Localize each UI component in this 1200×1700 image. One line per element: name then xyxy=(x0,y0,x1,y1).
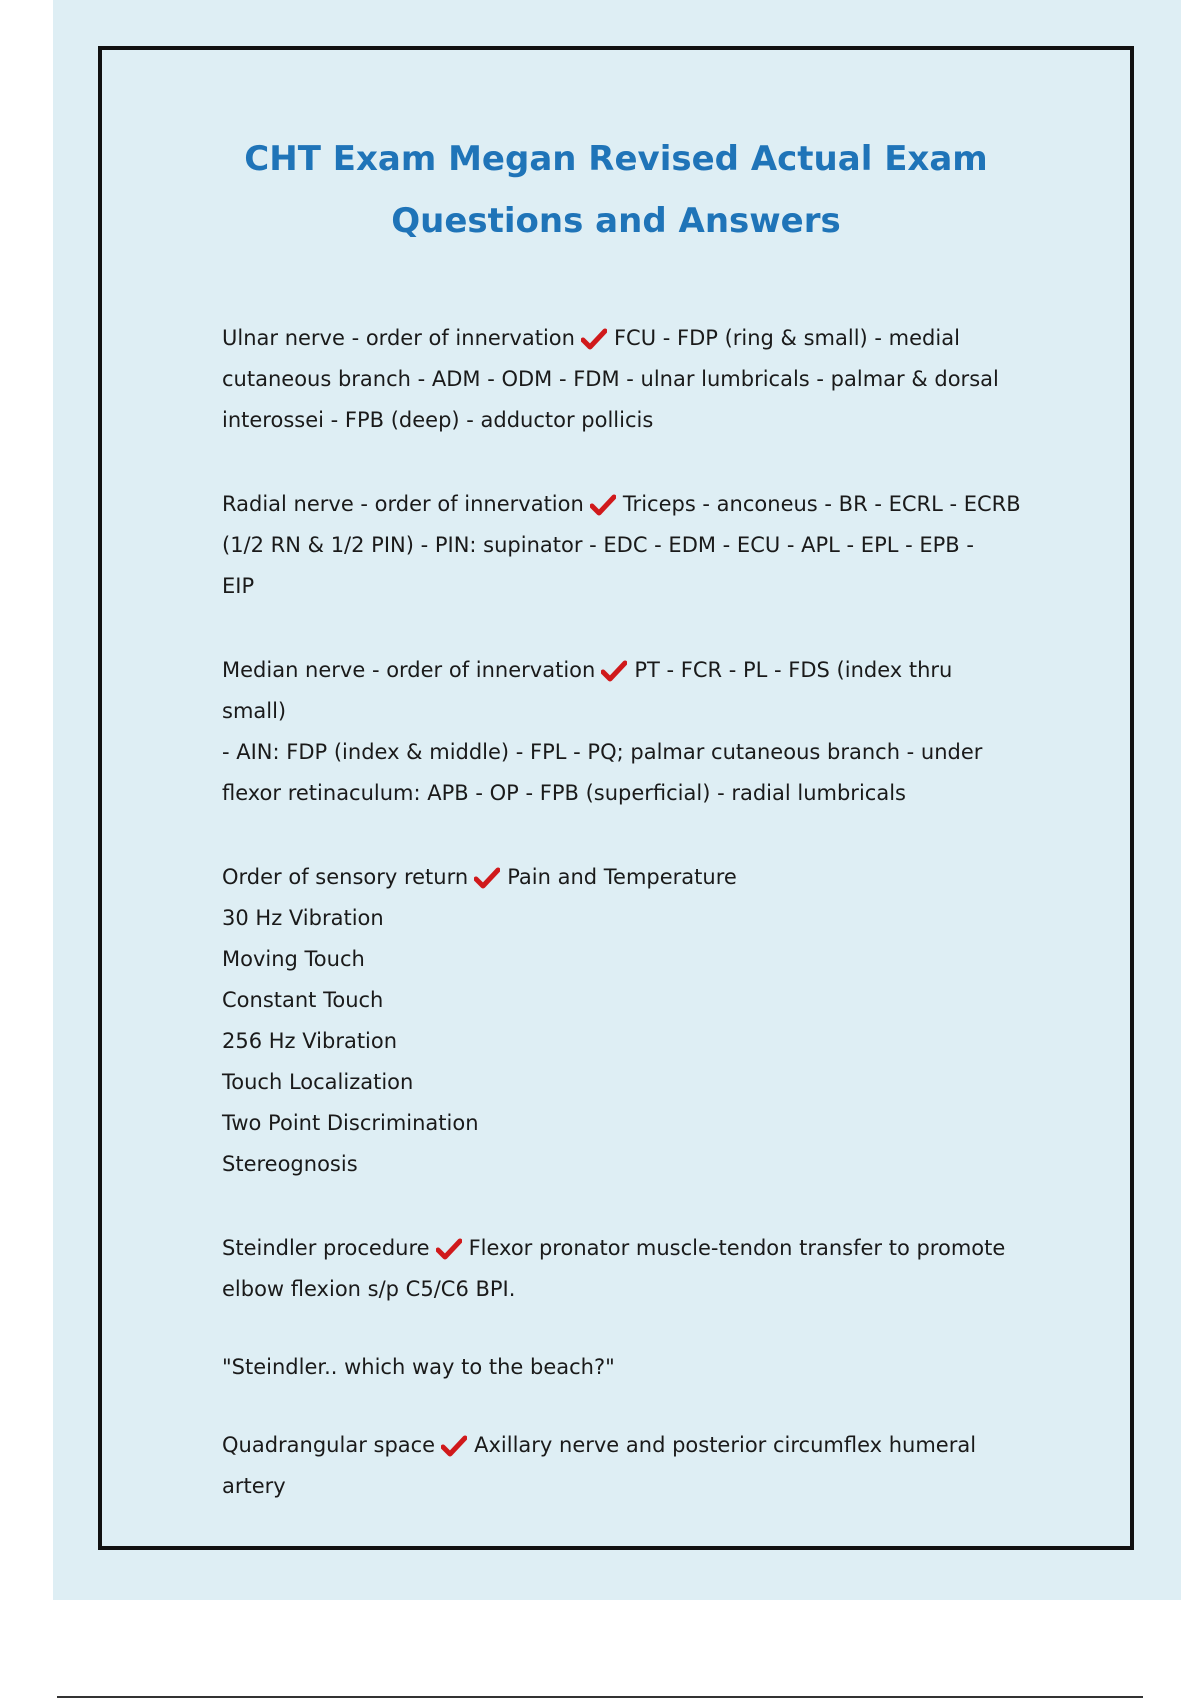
answer-line: elbow flexion s/p C5/C6 BPI. xyxy=(222,1277,516,1301)
answer-line: flexor retinaculum: APB - OP - FPB (superficial) - radial lumbricals xyxy=(222,781,906,805)
qa-first-line xyxy=(222,484,1022,525)
answer-text: PT - FCR - PL - FDS (index thru small) xyxy=(222,658,953,723)
qa-item-radial-nerve xyxy=(222,484,1022,607)
question-text: Steindler procedure xyxy=(222,1236,430,1260)
answer-line: interossei - FPB (deep) - adductor pollicis xyxy=(222,408,654,432)
check-icon xyxy=(474,867,500,889)
qa-first-line xyxy=(222,318,1022,359)
check-icon xyxy=(590,494,616,516)
answer-line: cutaneous branch - ADM - ODM - FDM - ulnar lumbricals - palmar & dorsal xyxy=(222,367,999,391)
steindler-mnemonic xyxy=(222,1347,1022,1388)
answer-line: EIP xyxy=(222,574,255,598)
answer-line: Touch Localization xyxy=(222,1070,414,1094)
answer-text: Axillary nerve and posterior circumflex humeral artery xyxy=(222,1433,977,1498)
answer-text: Flexor pronator muscle-tendon transfer to promote xyxy=(468,1236,1006,1260)
check-icon xyxy=(441,1435,467,1457)
question-text: Quadrangular space xyxy=(222,1433,436,1457)
check-icon xyxy=(581,328,607,350)
answer-line: (1/2 RN & 1/2 PIN) - PIN: supinator - EDC - EDM - ECU - APL - EPL - EPB - xyxy=(222,533,974,557)
check-icon xyxy=(436,1238,462,1260)
title-line-2: Questions and Answers xyxy=(391,201,841,241)
qa-first-line xyxy=(222,1228,1022,1269)
answer-line: Constant Touch xyxy=(222,988,384,1012)
answer-text: Pain and Temperature xyxy=(507,865,737,889)
qa-item-quadrangular-space xyxy=(222,1425,1022,1507)
question-text: Ulnar nerve - order of innervation xyxy=(222,326,575,350)
answer-line: 30 Hz Vibration xyxy=(222,906,384,930)
question-text: Radial nerve - order of innervation xyxy=(222,492,584,516)
qa-item-steindler xyxy=(222,1228,1022,1310)
document-title xyxy=(0,128,1200,252)
qa-item-ulnar-nerve xyxy=(222,318,1022,441)
footer-divider xyxy=(57,1696,1143,1698)
answer-text: FCU - FDP (ring & small) - medial xyxy=(613,326,960,350)
answer-line: - AIN: FDP (index & middle) - FPL - PQ; palmar cutaneous branch - under xyxy=(222,740,983,764)
title-line-1: CHT Exam Megan Revised Actual Exam xyxy=(244,139,988,179)
answer-line: Two Point Discrimination xyxy=(222,1111,479,1135)
answer-line: Moving Touch xyxy=(222,947,365,971)
mnemonic-text: "Steindler.. which way to the beach?" xyxy=(222,1355,615,1379)
qa-first-line xyxy=(222,857,1022,898)
qa-item-median-nerve xyxy=(222,650,1022,814)
answer-line: Stereognosis xyxy=(222,1152,358,1176)
qa-content xyxy=(222,318,1022,1507)
check-icon xyxy=(601,660,627,682)
qa-first-line xyxy=(222,650,1022,732)
qa-item-sensory-return xyxy=(222,857,1022,1185)
question-text: Median nerve - order of innervation xyxy=(222,658,596,682)
qa-first-line xyxy=(222,1425,1022,1507)
answer-line: 256 Hz Vibration xyxy=(222,1029,398,1053)
question-text: Order of sensory return xyxy=(222,865,469,889)
answer-text: Triceps - anconeus - BR - ECRL - ECRB xyxy=(622,492,1021,516)
